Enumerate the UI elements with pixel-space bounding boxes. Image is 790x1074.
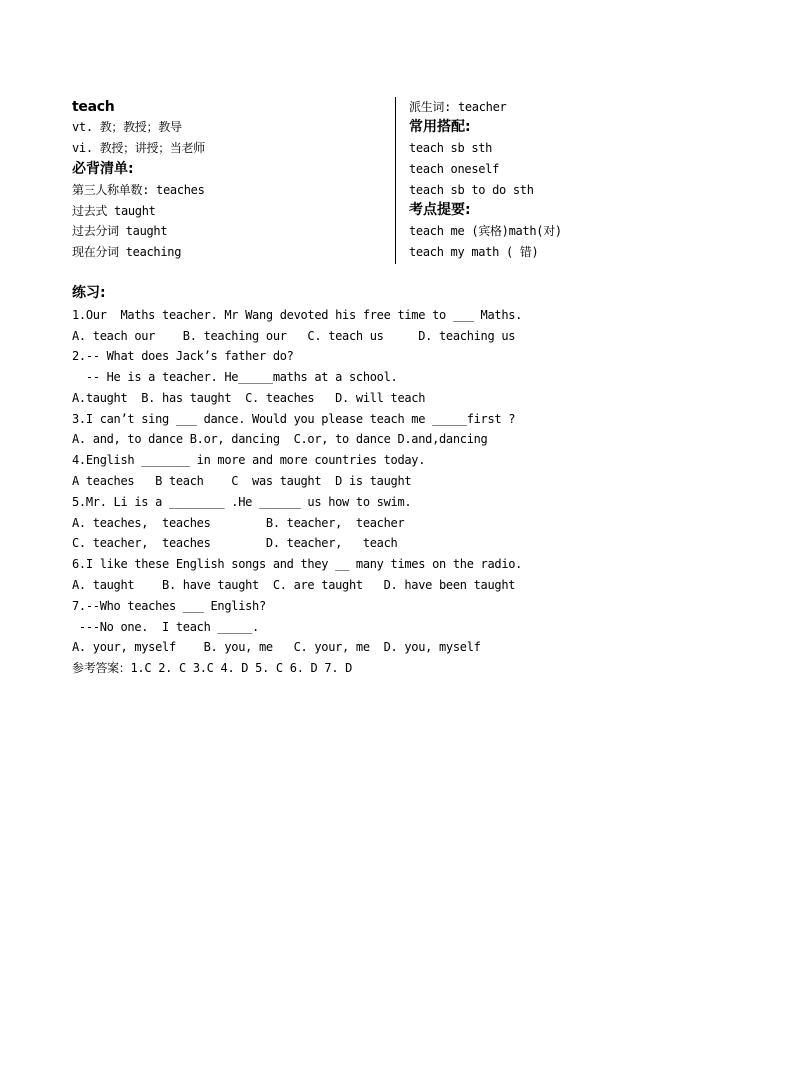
exercise-line: 1.Our Maths teacher. Mr Wang devoted his free time to ___ Maths. [72,308,523,322]
exercise-line: A. taught B. have taught C. are taught D. have been taught [72,578,516,592]
exercise-title: 练习: [72,285,106,301]
exercise-line: A. teach our B. teaching our C. teach us D. teaching us [72,329,516,343]
exercise-line: A. your, myself B. you, me C. your, me D. you, myself [72,640,481,654]
exercise-line: -- He is a teacher. He_____maths at a school. [72,370,398,384]
exercise-line: 3.I can’t sing ___ dance. Would you please teach me _____first ? [72,412,516,426]
collocations-title: 常用搭配: [409,119,471,135]
definition-vi: vi. 教授；讲授；当老师 [72,141,205,155]
exercise-line: A. teaches, teaches B. teacher, teacher [72,516,405,530]
exercise-line: 6.I like these English songs and they __ many times on the radio. [72,557,523,571]
exercise-line: A.taught B. has taught C. teaches D. will teach [72,391,426,405]
collocation-item: teach sb to do sth [409,183,534,197]
collocation-item: teach oneself [409,162,500,176]
exercise-line: 4.English _______ in more and more countries today. [72,453,426,467]
exercise-line: 2.-- What does Jack’s father do? [72,349,294,363]
form-present-participle: 现在分词 teaching [72,245,182,259]
key-point-item: teach me (宾格)math(对) [409,224,562,238]
headword: teach [72,99,115,115]
collocation-item: teach sb sth [409,141,493,155]
exercise-line: 7.--Who teaches ___ English? [72,599,266,613]
exercise-line: A. and, to dance B.or, dancing C.or, to dance D.and,dancing [72,432,488,446]
must-list-title: 必背清单: [72,161,134,177]
derivative: 派生词: teacher [409,100,507,114]
form-past-tense: 过去式 taught [72,204,156,218]
key-point-item: teach my math ( 错) [409,245,539,259]
form-third-person: 第三人称单数: teaches [72,183,205,197]
exercise-line: 5.Mr. Li is a ________ .He ______ us how to swim. [72,495,412,509]
exercise-line: C. teacher, teaches D. teacher, teach [72,536,398,550]
definition-vt: vt. 教；教授；教导 [72,120,182,134]
column-divider [395,97,396,264]
exercise-line: A teaches B teach C was taught D is taught [72,474,412,488]
form-past-participle: 过去分词 taught [72,224,168,238]
exercise-line: ---No one. I teach _____. [72,620,259,634]
key-points-title: 考点提要: [409,202,471,218]
answer-key: 参考答案：1.C 2. C 3.C 4. D 5. C 6. D 7. D [72,661,353,675]
